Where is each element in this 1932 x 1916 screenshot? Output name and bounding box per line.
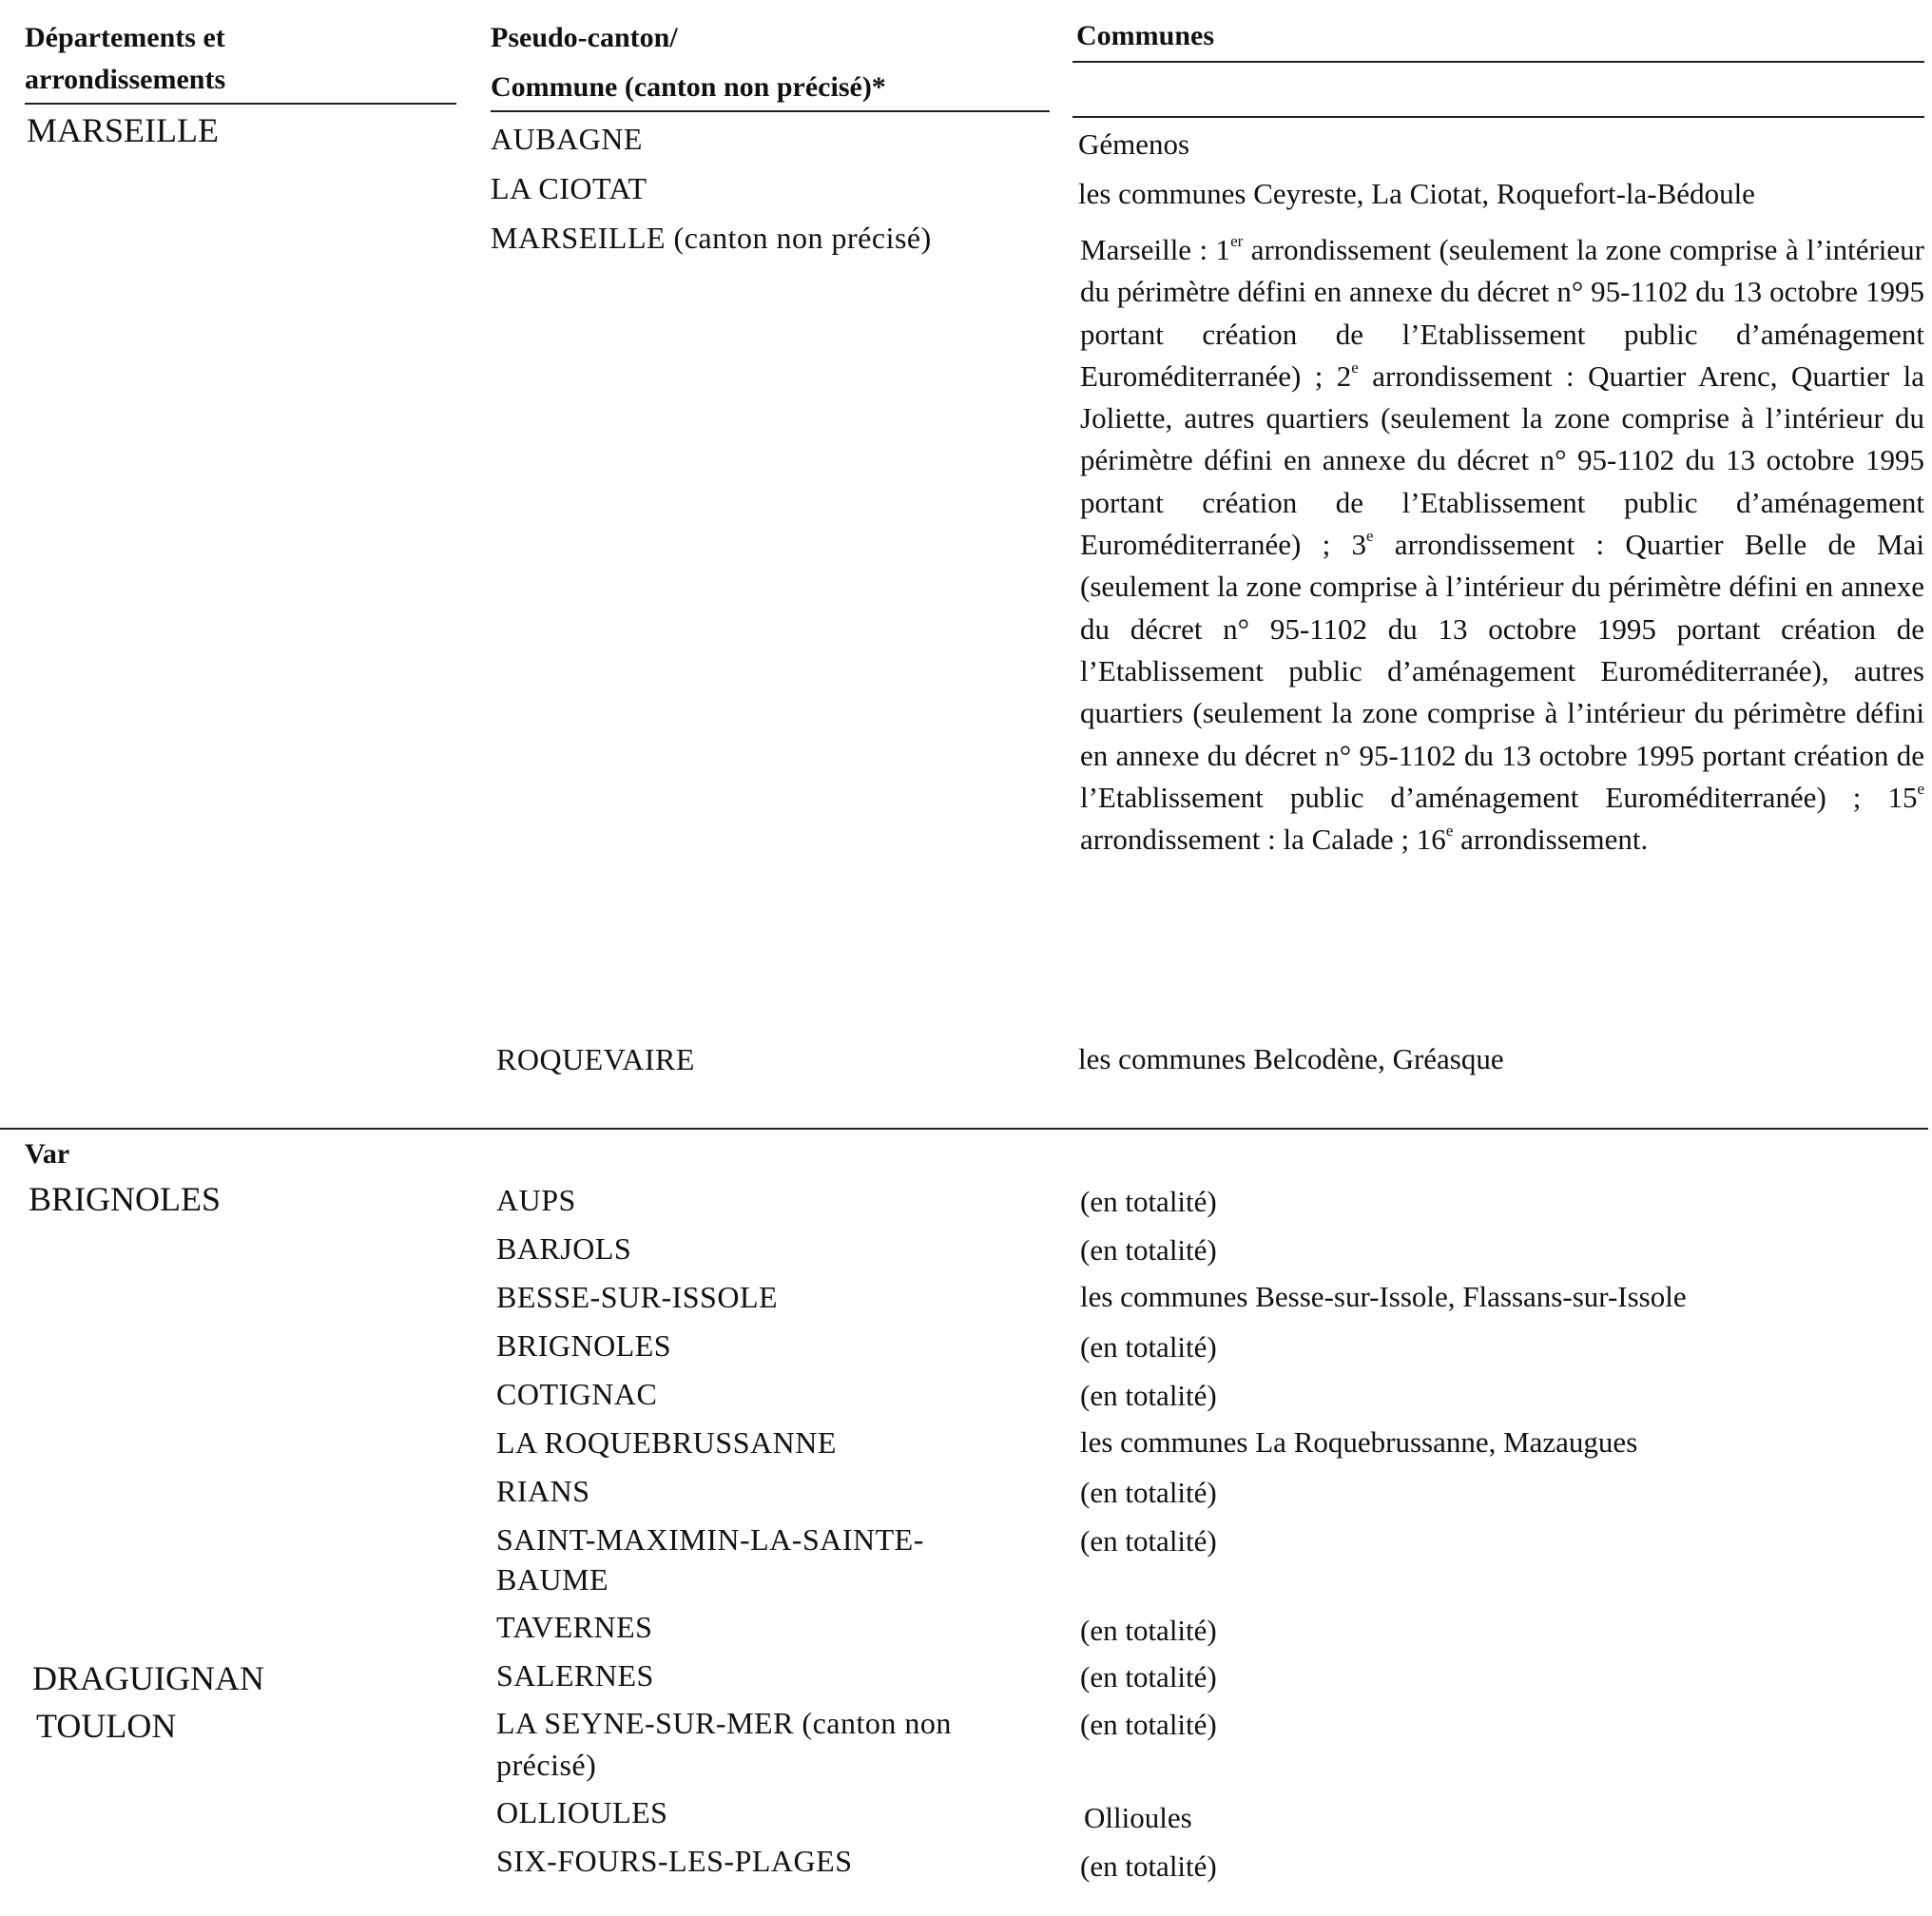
canton-cotignac: COTIGNAC [496, 1377, 658, 1411]
header-departements-line1: Départements et [25, 22, 225, 53]
header-departements-line2: arrondissements [25, 64, 226, 95]
departement-var: Var [25, 1138, 70, 1170]
canton-la-ciotat: LA CIOTAT [491, 171, 647, 205]
canton-la-seyne-line2: précisé) [496, 1748, 597, 1782]
communes-cotignac: (en totalité) [1080, 1379, 1217, 1412]
canton-barjols: BARJOLS [496, 1231, 632, 1266]
arrondissement-marseille: MARSEILLE [27, 111, 219, 149]
canton-la-seyne-line1: LA SEYNE-SUR-MER (canton non [496, 1706, 952, 1740]
communes-tavernes: (en totalité) [1080, 1614, 1217, 1647]
canton-la-roquebrussanne: LA ROQUEBRUSSANNE [496, 1425, 837, 1460]
canton-marseille: MARSEILLE (canton non précisé) [491, 221, 932, 255]
communes-six-fours-les-plages: (en totalité) [1080, 1849, 1217, 1883]
canton-saint-maximin-line1: SAINT-MAXIMIN-LA-SAINTE- [496, 1522, 924, 1557]
canton-aups: AUPS [496, 1183, 576, 1217]
canton-brignoles: BRIGNOLES [496, 1328, 672, 1363]
header-canton-line1: Pseudo-canton/ [491, 22, 678, 53]
header-canton-line2: Commune (canton non précisé)* [491, 71, 886, 103]
canton-tavernes: TAVERNES [496, 1610, 653, 1644]
canton-six-fours-les-plages: SIX-FOURS-LES-PLAGES [496, 1844, 853, 1878]
communes-la-roquebrussanne: les communes La Roquebrussanne, Mazaugues [1080, 1425, 1638, 1459]
communes-aups: (en totalité) [1080, 1185, 1217, 1218]
communes-roquevaire: les communes Belcodène, Gréasque [1078, 1042, 1504, 1075]
canton-salernes: SALERNES [496, 1658, 654, 1693]
communes-besse-sur-issole: les communes Besse-sur-Issole, Flassans-sur-Issole [1080, 1280, 1687, 1313]
header-communes: Communes [1076, 20, 1215, 51]
header-rule-departements [25, 103, 456, 105]
arrondissement-draguignan: DRAGUIGNAN [32, 1659, 264, 1697]
canton-saint-maximin-line2: BAUME [496, 1562, 609, 1597]
canton-roquevaire: ROQUEVAIRE [496, 1042, 695, 1076]
communes-ollioules: Ollioules [1084, 1801, 1192, 1834]
communes-aubagne: Gémenos [1078, 127, 1190, 161]
header-rule-communes-bottom [1072, 116, 1924, 118]
communes-marseille-paragraph: Marseille : 1er arrondissement (seulement la zone comprise à l’intérieur du périmètre défini en annexe du décret n° 95-1102 du 13 octobre 1995 portant création de l’Etablissement public d’aménagement Euroméditerranée) ; 2e arrondissement : Quartier Arenc, Quartier la Joliette, autres quartiers (seulement la zone comprise à l’intérieur du périmètre défini en annexe du décret n° 95-1102 du 13 octobre 1995 portant création de l’Etablissement public d’aménagement Euroméditerranée) ; 3e arrondissement : Quartier Belle de Mai (seulement la zone comprise à l’intérieur du périmètre défini en annexe du décret n° 95-1102 du 13 octobre 1995 portant création de l’Etablissement public d’aménagement Euroméditerranée), autres quartiers (seulement la zone comprise à l’intérieur du périmètre défini en annexe du décret n° 95-1102 du 13 octobre 1995 portant création de l’Etablissement public d’aménagement Euroméditerranée) ; 15e arrondissement : la Calade ; 16e arrondissement. [1080, 232, 1924, 857]
communes-rians: (en totalité) [1080, 1476, 1217, 1509]
header-rule-communes-top [1072, 61, 1924, 63]
canton-ollioules: OLLIOULES [496, 1795, 668, 1829]
section-divider [0, 1128, 1928, 1130]
canton-besse-sur-issole: BESSE-SUR-ISSOLE [496, 1280, 779, 1314]
communes-salernes: (en totalité) [1080, 1660, 1217, 1693]
communes-saint-maximin: (en totalité) [1080, 1524, 1217, 1558]
communes-brignoles: (en totalité) [1080, 1330, 1217, 1364]
communes-barjols: (en totalité) [1080, 1233, 1217, 1267]
communes-la-ciotat: les communes Ceyreste, La Ciotat, Roquefort-la-Bédoule [1078, 177, 1755, 210]
header-rule-canton [491, 110, 1050, 112]
arrondissement-brignoles: BRIGNOLES [29, 1180, 222, 1218]
canton-rians: RIANS [496, 1474, 590, 1508]
arrondissement-toulon: TOULON [36, 1707, 177, 1745]
canton-aubagne: AUBAGNE [491, 122, 643, 156]
communes-la-seyne: (en totalité) [1080, 1708, 1217, 1741]
